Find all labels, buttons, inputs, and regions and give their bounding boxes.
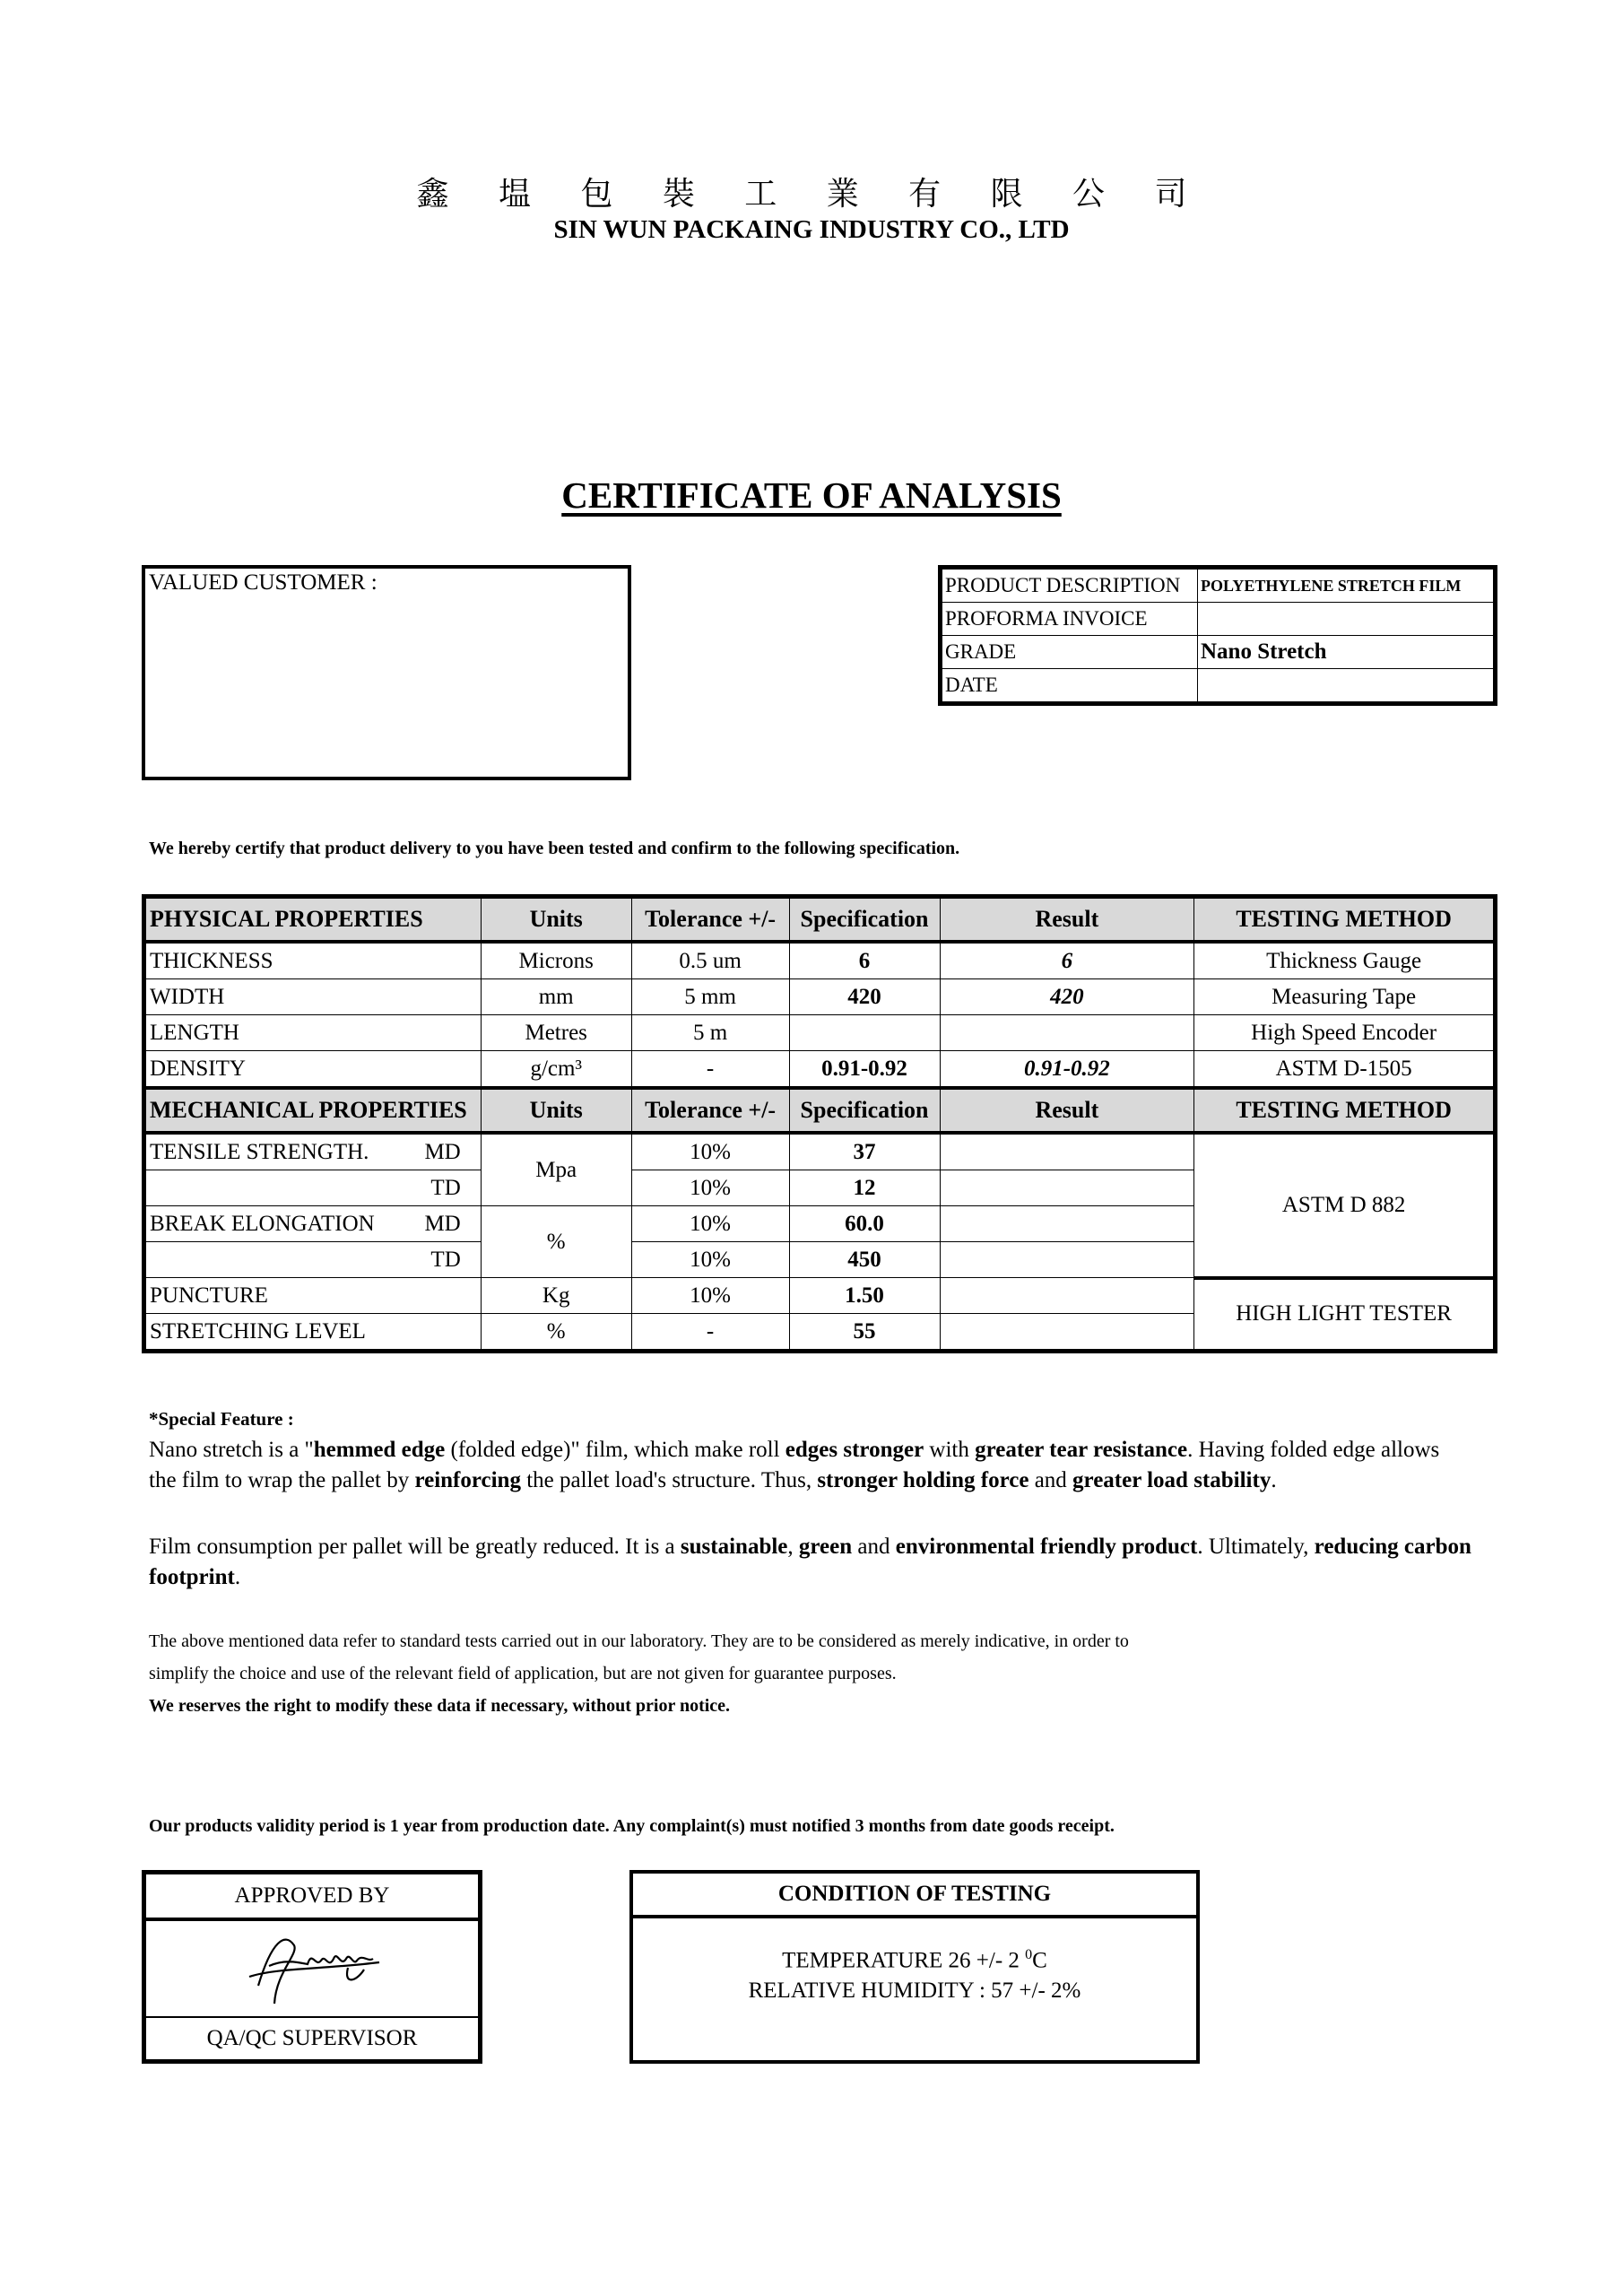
unit-cell: Metres xyxy=(481,1015,631,1051)
mechanical-body xyxy=(146,1133,1494,1350)
company-name-chinese: 鑫 塭 包 裝 工 業 有 限 公 司 xyxy=(416,176,1207,213)
specification-table xyxy=(145,898,1494,1350)
method-cell: Measuring Tape xyxy=(1194,979,1494,1015)
paragraph-segment: (folded edge)" film, which make roll xyxy=(445,1438,785,1462)
unit-cell: g/cm³ xyxy=(481,1051,631,1089)
paragraph-segment: the pallet load's structure. Thus, xyxy=(520,1468,818,1492)
property-cell: PUNCTURE xyxy=(146,1278,482,1314)
info-row xyxy=(942,570,1494,603)
property-cell: WIDTH xyxy=(146,979,482,1015)
signature-icon xyxy=(222,1923,402,2009)
paragraph-segment: . xyxy=(234,1565,241,1589)
customer-box xyxy=(142,565,631,780)
table-row xyxy=(146,979,1494,1015)
result-cell xyxy=(940,1206,1194,1242)
tolerance-cell: 10% xyxy=(631,1242,789,1278)
tolerance-cell: - xyxy=(631,1314,789,1350)
result-cell xyxy=(940,1133,1194,1170)
spec-cell: 12 xyxy=(789,1170,940,1206)
paragraph-segment: Nano stretch is a " xyxy=(149,1438,314,1462)
info-row xyxy=(942,603,1494,636)
tolerance-cell: 10% xyxy=(631,1278,789,1314)
result-cell xyxy=(940,1278,1194,1314)
property-cell: LENGTH xyxy=(146,1015,482,1051)
approval-box xyxy=(142,1870,482,2064)
column-header: TESTING METHOD xyxy=(1194,1088,1494,1133)
paragraph-segment: reinforcing xyxy=(414,1468,521,1492)
approved-by-label: APPROVED BY xyxy=(146,1874,479,1920)
property-cell: DENSITY xyxy=(146,1051,482,1089)
supervisor-label: QA/QC SUPERVISOR xyxy=(146,2017,479,2060)
unit-cell: mm xyxy=(481,979,631,1015)
paragraph-segment: hemmed edge xyxy=(313,1438,446,1462)
paragraph-segment: stronger holding force xyxy=(817,1468,1029,1492)
spec-cell: 60.0 xyxy=(789,1206,940,1242)
paragraph-segment: . xyxy=(1271,1468,1277,1492)
table-row-tensile-md xyxy=(146,1133,1494,1170)
tolerance-cell: 5 m xyxy=(631,1015,789,1051)
document-title: CERTIFICATE OF ANALYSIS xyxy=(561,474,1062,516)
tolerance-cell: - xyxy=(631,1051,789,1089)
product-info-table xyxy=(942,569,1494,702)
approval-table xyxy=(145,1874,479,2060)
result-cell xyxy=(940,1170,1194,1206)
info-value xyxy=(1198,669,1494,702)
disclaimer-line: The above mentioned data refer to standard tests carried out in our laboratory. They are to be considered as merely indicative, in order to xyxy=(149,1631,1129,1651)
spec-cell: 55 xyxy=(789,1314,940,1350)
customer-label: VALUED CUSTOMER : xyxy=(149,570,378,595)
info-label: PROFORMA INVOICE xyxy=(942,603,1198,636)
paragraph-segment: greater tear resistance xyxy=(975,1438,1188,1462)
property-cell: TENSILE STRENGTH. MD xyxy=(146,1133,482,1170)
property-cell: TD xyxy=(146,1170,482,1206)
validity-statement: Our products validity period is 1 year from production date. Any complaint(s) must notified 3 months from date goods receipt. xyxy=(149,1816,1115,1836)
temperature-line: TEMPERATURE 26 +/- 2 $^0$C xyxy=(782,1947,1047,1973)
property-cell: STRETCHING LEVEL xyxy=(146,1314,482,1350)
tolerance-cell: 5 mm xyxy=(631,979,789,1015)
column-header: Specification xyxy=(789,1088,940,1133)
paragraph-segment: . Ultimately, xyxy=(1197,1535,1315,1559)
unit-cell: % xyxy=(481,1314,631,1350)
specification-box xyxy=(142,894,1497,1353)
table-row xyxy=(146,1015,1494,1051)
paragraph-segment: . Having folded edge allows the film to wrap the pallet by xyxy=(149,1438,1440,1492)
sustainability-paragraph xyxy=(149,1532,1476,1593)
paragraph-segment: green xyxy=(798,1535,853,1559)
disclaimer xyxy=(149,1625,1494,1722)
column-header: PHYSICAL PROPERTIES xyxy=(146,899,482,943)
spec-cell xyxy=(789,1015,940,1051)
info-label: PRODUCT DESCRIPTION xyxy=(942,570,1198,603)
tolerance-cell: 10% xyxy=(631,1170,789,1206)
paragraph-segment: reducing carbon footprint xyxy=(149,1535,1471,1589)
paragraph-segment: Film consumption per pallet will be greatly reduced. It is a xyxy=(149,1535,681,1559)
column-header: Units xyxy=(481,899,631,943)
customer-value xyxy=(145,597,628,601)
column-header: TESTING METHOD xyxy=(1194,899,1494,943)
column-header: MECHANICAL PROPERTIES xyxy=(146,1088,482,1133)
property-cell: BREAK ELONGATION MD xyxy=(146,1206,482,1242)
spec-cell: 6 xyxy=(789,942,940,979)
method-cell: ASTM D 882 xyxy=(1194,1133,1494,1278)
info-label: GRADE xyxy=(942,636,1198,669)
info-value xyxy=(1198,603,1494,636)
unit-cell: Microns xyxy=(481,942,631,979)
method-cell: ASTM D-1505 xyxy=(1194,1051,1494,1089)
paragraph-segment: sustainable xyxy=(680,1535,788,1559)
info-row xyxy=(942,636,1494,669)
disclaimer-line: simplify the choice and use of the relevant field of application, but are not given for guarantee purposes. xyxy=(149,1664,897,1683)
info-row xyxy=(942,669,1494,702)
tolerance-cell: 10% xyxy=(631,1133,789,1170)
certify-statement: We hereby certify that product delivery to you have been tested and confirm to the following specification. xyxy=(149,839,960,858)
physical-header-row xyxy=(146,899,1494,943)
signature-cell xyxy=(146,1919,479,2017)
column-header: Tolerance +/- xyxy=(631,899,789,943)
spec-cell: 420 xyxy=(789,979,940,1015)
paragraph-segment: greater load stability xyxy=(1072,1468,1271,1492)
result-cell xyxy=(940,1242,1194,1278)
paragraph-segment: , xyxy=(787,1535,799,1559)
disclaimer-bold-line: We reserves the right to modify these data if necessary, without prior notice. xyxy=(149,1696,731,1716)
company-name-english: SIN WUN PACKAING INDUSTRY CO., LTD xyxy=(553,215,1070,244)
humidity-line: RELATIVE HUMIDITY : 57 +/- 2% xyxy=(748,1979,1081,2004)
method-cell: High Speed Encoder xyxy=(1194,1015,1494,1051)
method-cell: Thickness Gauge xyxy=(1194,942,1494,979)
paragraph-segment: with xyxy=(924,1438,976,1462)
info-value: Nano Stretch xyxy=(1198,636,1494,669)
condition-header: CONDITION OF TESTING xyxy=(633,1874,1196,1918)
property-cell: TD xyxy=(146,1242,482,1278)
spec-cell: 37 xyxy=(789,1133,940,1170)
unit-cell: % xyxy=(481,1206,631,1278)
result-cell: 0.91-0.92 xyxy=(940,1051,1194,1089)
spec-cell: 450 xyxy=(789,1242,940,1278)
result-cell xyxy=(940,1015,1194,1051)
result-cell: 420 xyxy=(940,979,1194,1015)
spec-cell: 0.91-0.92 xyxy=(789,1051,940,1089)
info-value: POLYETHYLENE STRETCH FILM xyxy=(1198,570,1494,603)
property-cell: THICKNESS xyxy=(146,942,482,979)
special-feature-label: *Special Feature : xyxy=(149,1408,294,1430)
unit-cell: Kg xyxy=(481,1278,631,1314)
tolerance-cell: 10% xyxy=(631,1206,789,1242)
paragraph-segment: edges stronger xyxy=(785,1438,924,1462)
method-cell: HIGH LIGHT TESTER xyxy=(1194,1278,1494,1350)
column-header: Specification xyxy=(789,899,940,943)
column-header: Units xyxy=(481,1088,631,1133)
special-feature-paragraph xyxy=(149,1435,1467,1496)
unit-cell: Mpa xyxy=(481,1133,631,1206)
mechanical-header-row xyxy=(146,1088,1494,1133)
condition-box xyxy=(629,1870,1200,2064)
result-cell: 6 xyxy=(940,942,1194,979)
spec-cell: 1.50 xyxy=(789,1278,940,1314)
paragraph-segment: and xyxy=(852,1535,896,1559)
column-header: Result xyxy=(940,899,1194,943)
column-header: Result xyxy=(940,1088,1194,1133)
tolerance-cell: 0.5 um xyxy=(631,942,789,979)
info-label: DATE xyxy=(942,669,1198,702)
table-row-puncture xyxy=(146,1278,1494,1314)
result-cell xyxy=(940,1314,1194,1350)
column-header: Tolerance +/- xyxy=(631,1088,789,1133)
product-info-box xyxy=(938,565,1497,706)
paragraph-segment: environmental friendly product xyxy=(895,1535,1198,1559)
table-row xyxy=(146,1051,1494,1089)
paragraph-segment: and xyxy=(1028,1468,1073,1492)
table-row xyxy=(146,942,1494,979)
